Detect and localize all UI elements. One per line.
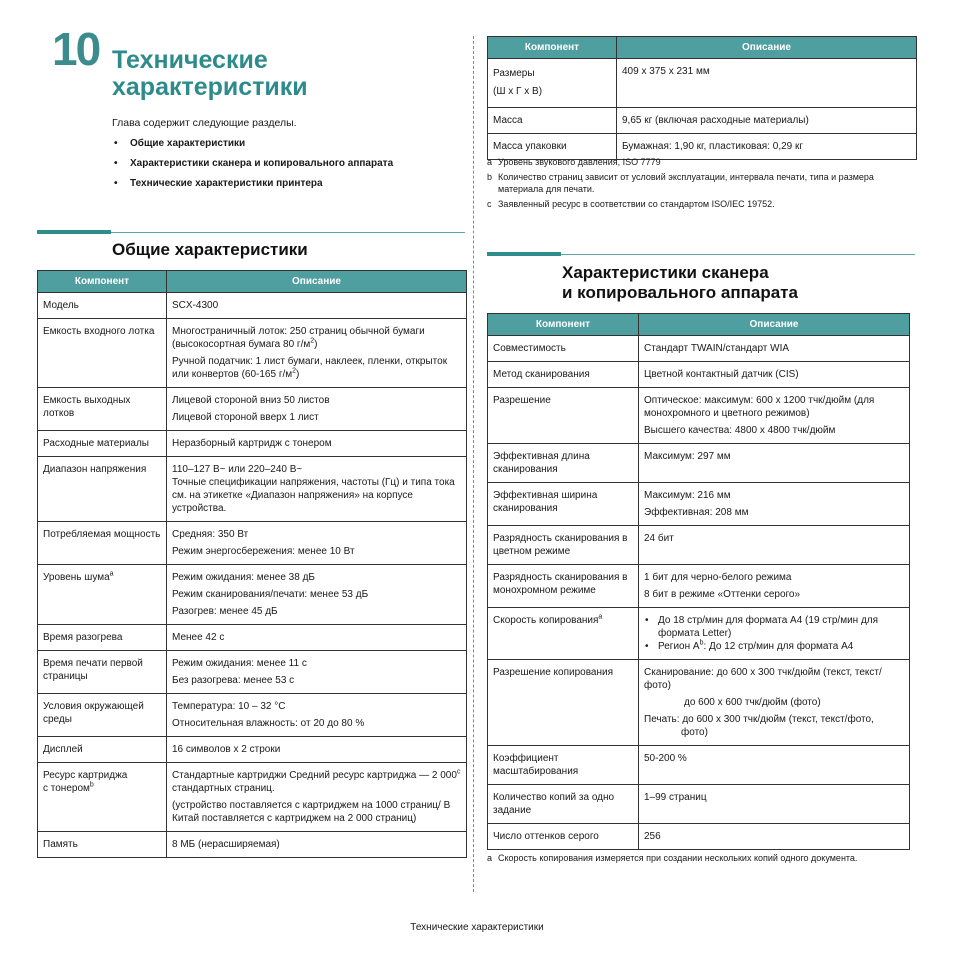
row-key: Совместимость [488, 336, 639, 362]
row-value: 9,65 кг (включая расходные материалы) [617, 108, 917, 134]
footnote-letter: c [487, 199, 492, 209]
section-link-printer[interactable]: • Технические характеристики принтера [112, 178, 462, 189]
dimensions-table [487, 36, 917, 160]
footnote-text: Количество страниц зависит от условий эксплуатации, интервала печати, типа и размера материала для печати. [498, 172, 874, 194]
row-key [38, 763, 167, 832]
section-rule-accent [37, 230, 111, 234]
footnotes [487, 852, 919, 867]
footnote [487, 171, 919, 195]
row-key: Метод сканирования [488, 362, 639, 388]
row-key: Эффективная длина сканирования [488, 444, 639, 483]
table-row [488, 388, 910, 444]
row-key: Коэффициент масштабирования [488, 746, 639, 785]
value-text: Относительная влажность: от 20 до 80 % [172, 718, 365, 729]
value-text: Максимум: 216 мм [644, 490, 731, 501]
row-key: Память [38, 832, 167, 858]
section-title-line: Характеристики сканера [562, 263, 769, 282]
table-row [488, 108, 917, 134]
row-key: Разрешение копирования [488, 660, 639, 746]
table-row [488, 444, 910, 483]
row-value [167, 763, 467, 832]
row-key: Расходные материалы [38, 431, 167, 457]
key-text: Размеры [493, 68, 535, 79]
row-key: Количество копий за одно задание [488, 785, 639, 824]
key-text: с тонером [43, 783, 90, 794]
footnote-text: Уровень звукового давления, ISO 7779 [498, 157, 661, 167]
table-row [488, 526, 910, 565]
row-key: Разрядность сканирования в монохромном режиме [488, 565, 639, 608]
value-text: фото) [681, 727, 708, 738]
row-value: 16 символов x 2 строки [167, 737, 467, 763]
column-header-component: Компонент [488, 314, 639, 336]
value-text: (устройство поставляется с картриджем на 1000 страниц/ В Китай поставляется с картриджем на 2 000 страниц) [172, 800, 451, 824]
table-row [38, 293, 467, 319]
table-row [38, 388, 467, 431]
column-header-component: Компонент [488, 37, 617, 59]
superscript: 2 [292, 367, 297, 375]
row-key: Потребляемая мощность [38, 522, 167, 565]
value-text: Температура: 10 – 32 °C [172, 701, 286, 712]
row-value [639, 565, 910, 608]
value-text: стандартных страниц. [172, 783, 275, 794]
row-key: Диапазон напряжения [38, 457, 167, 522]
value-text: 1 бит для черно-белого режима [644, 572, 792, 583]
row-value: Менее 42 с [167, 625, 467, 651]
key-text: Ресурс картриджа [43, 770, 128, 781]
footnote-ref[interactable]: b [89, 781, 94, 789]
table-row [488, 824, 910, 850]
footnote-letter: b [487, 172, 493, 182]
row-value [167, 388, 467, 431]
value-text: Лицевой стороной вверх 1 лист [172, 412, 319, 423]
row-value: Неразборный картридж с тонером [167, 431, 467, 457]
section-link-general[interactable]: • Общие характеристики [112, 138, 462, 149]
chapter-title: Технические характеристики [112, 46, 308, 101]
table-row [488, 483, 910, 526]
table-row [488, 608, 910, 660]
footnote [487, 198, 919, 210]
value-text: Многостраничный лоток: 250 страниц обычной бумаги (высокосортная бумага 80 г/м [172, 326, 425, 350]
footnote-letter: a [487, 157, 493, 167]
table-header [488, 314, 910, 336]
row-key: Разрядность сканирования в цветном режиме [488, 526, 639, 565]
value-text: Средняя: 350 Вт [172, 529, 249, 540]
value-text: 110–127 В~ или 220–240 В~ [172, 464, 303, 475]
section-link-scanner[interactable]: • Характеристики сканера и копировального аппарата [112, 158, 462, 169]
value-text: Разогрев: менее 45 дБ [172, 606, 278, 617]
section-title-scanner [562, 263, 798, 303]
value-text: ) [314, 339, 318, 350]
table-header [488, 37, 917, 59]
table-row [488, 336, 910, 362]
value-text: Точные спецификации напряжения, частоты (Гц) и типа тока см. на этикетке «Диапазон напряжения» на корпусе устройства. [172, 477, 455, 514]
scanner-spec-table [487, 313, 910, 850]
value-text: Высшего качества: 4800 x 4800 тчк/дюйм [644, 425, 836, 436]
table-row [488, 660, 910, 746]
row-value [639, 608, 910, 660]
value-list [644, 614, 904, 653]
table-row [488, 785, 910, 824]
footnote-text: Скорость копирования измеряется при создании нескольких копий одного документа. [498, 853, 858, 863]
list-item [654, 640, 904, 653]
row-value: 256 [639, 824, 910, 850]
value-text: 8 бит в режиме «Оттенки серого» [644, 589, 801, 600]
key-text: Скорость копирования [493, 615, 599, 626]
table-row [488, 362, 910, 388]
value-text: : До 12 стр/мин для формата A4 [703, 641, 854, 652]
row-key: Масса упаковки [488, 134, 617, 160]
row-key: Эффективная ширина сканирования [488, 483, 639, 526]
row-key: Число оттенков серого [488, 824, 639, 850]
table-row [38, 651, 467, 694]
table-row [488, 565, 910, 608]
column-divider [473, 36, 474, 892]
table-row [38, 522, 467, 565]
key-text: (Ш x Г x В) [493, 86, 543, 97]
superscript: 2 [310, 337, 315, 345]
row-key: Разрешение [488, 388, 639, 444]
row-value: Стандарт TWAIN/стандарт WIA [639, 336, 910, 362]
row-value: 24 бит [639, 526, 910, 565]
value-text: Печать: до 600 x 300 тчк/дюйм (текст, текст/фото, [644, 714, 874, 725]
row-key: Время печати первой страницы [38, 651, 167, 694]
table-row [488, 746, 910, 785]
row-key: Время разогрева [38, 625, 167, 651]
row-key: Масса [488, 108, 617, 134]
row-value [639, 483, 910, 526]
value-text: Без разогрева: менее 53 с [172, 675, 295, 686]
footnote-ref[interactable]: a [109, 570, 114, 578]
row-value: 1–99 страниц [639, 785, 910, 824]
footnote-text: Заявленный ресурс в соответствии со стандартом ISO/IEC 19752. [498, 199, 775, 209]
value-text: Режим сканирования/печати: менее 53 дБ [172, 589, 369, 600]
row-key: Емкость выходных лотков [38, 388, 167, 431]
value-text: Стандартные картриджи Средний ресурс картриджа — 2 000 [172, 770, 457, 781]
row-key [488, 59, 617, 108]
row-value: Бумажная: 1,90 кг, пластиковая: 0,29 кг [617, 134, 917, 160]
column-header-description: Описание [639, 314, 910, 336]
column-header-description: Описание [617, 37, 917, 59]
value-text: ) [296, 369, 300, 380]
table-row [38, 319, 467, 388]
table-row [38, 737, 467, 763]
footnote-ref[interactable]: b [699, 639, 704, 647]
value-text: Ручной податчик: 1 лист бумаги, наклеек, пленки, открыток или конвертов (60-165 г/м [172, 356, 448, 380]
page-footer: Технические характеристики [410, 922, 544, 933]
section-rule-accent [487, 252, 561, 256]
intro-text: Глава содержит следующие разделы. [112, 117, 297, 129]
row-value [639, 388, 910, 444]
column-header-component: Компонент [38, 271, 167, 293]
footnotes [487, 156, 919, 213]
list-item: • До 18 стр/мин для формата A4 (19 стр/мин для формата Letter) [654, 614, 904, 640]
table-row [38, 565, 467, 625]
row-value [167, 651, 467, 694]
row-value: Цветной контактный датчик (CIS) [639, 362, 910, 388]
row-value [167, 457, 467, 522]
row-key: Емкость входного лотка [38, 319, 167, 388]
row-key: Модель [38, 293, 167, 319]
value-text: Режим ожидания: менее 38 дБ [172, 572, 315, 583]
row-value [639, 660, 910, 746]
general-spec-table [37, 270, 467, 858]
table-header [38, 271, 467, 293]
table-row [38, 832, 467, 858]
value-text: Регион A [658, 641, 700, 652]
table-row [38, 694, 467, 737]
row-value [167, 694, 467, 737]
row-value: 8 МБ (нерасширяемая) [167, 832, 467, 858]
table-row [38, 763, 467, 832]
footnote-ref[interactable]: a [598, 613, 603, 621]
row-value: SCX-4300 [167, 293, 467, 319]
value-text: до 600 x 600 тчк/дюйм (фото) [684, 697, 821, 708]
key-text: Уровень шума [43, 572, 110, 583]
table-row [38, 457, 467, 522]
footnote [487, 852, 919, 864]
footnote-letter: a [487, 853, 493, 863]
chapter-intro [112, 117, 462, 198]
value-text: Лицевой стороной вниз 50 листов [172, 395, 330, 406]
table-row [488, 59, 917, 108]
footnote [487, 156, 919, 168]
footnote-ref[interactable]: c [456, 768, 461, 776]
row-value: 50-200 % [639, 746, 910, 785]
row-value [167, 522, 467, 565]
row-value: 409 x 375 x 231 мм [617, 59, 917, 108]
row-value [167, 319, 467, 388]
value-text: Оптическое: максимум: 600 x 1200 тчк/дюйм (для монохромного и цветного режимов) [644, 395, 875, 419]
row-key [488, 608, 639, 660]
row-key [38, 565, 167, 625]
table-row [38, 431, 467, 457]
section-title-general: Общие характеристики [112, 240, 308, 259]
row-key: Дисплей [38, 737, 167, 763]
table-row [38, 625, 467, 651]
value-text: Сканирование: до 600 x 300 тчк/дюйм (текст, текст/фото) [644, 667, 882, 691]
section-title-line: и копировального аппарата [562, 283, 798, 302]
row-value: Максимум: 297 мм [639, 444, 910, 483]
row-value [167, 565, 467, 625]
section-list [112, 138, 462, 189]
value-text: Режим энергосбережения: менее 10 Вт [172, 546, 355, 557]
value-text: Режим ожидания: менее 11 с [172, 658, 307, 669]
value-text: Эффективная: 208 мм [644, 507, 749, 518]
row-key: Условия окружающей среды [38, 694, 167, 737]
column-header-description: Описание [167, 271, 467, 293]
chapter-number: 10 [52, 23, 100, 75]
